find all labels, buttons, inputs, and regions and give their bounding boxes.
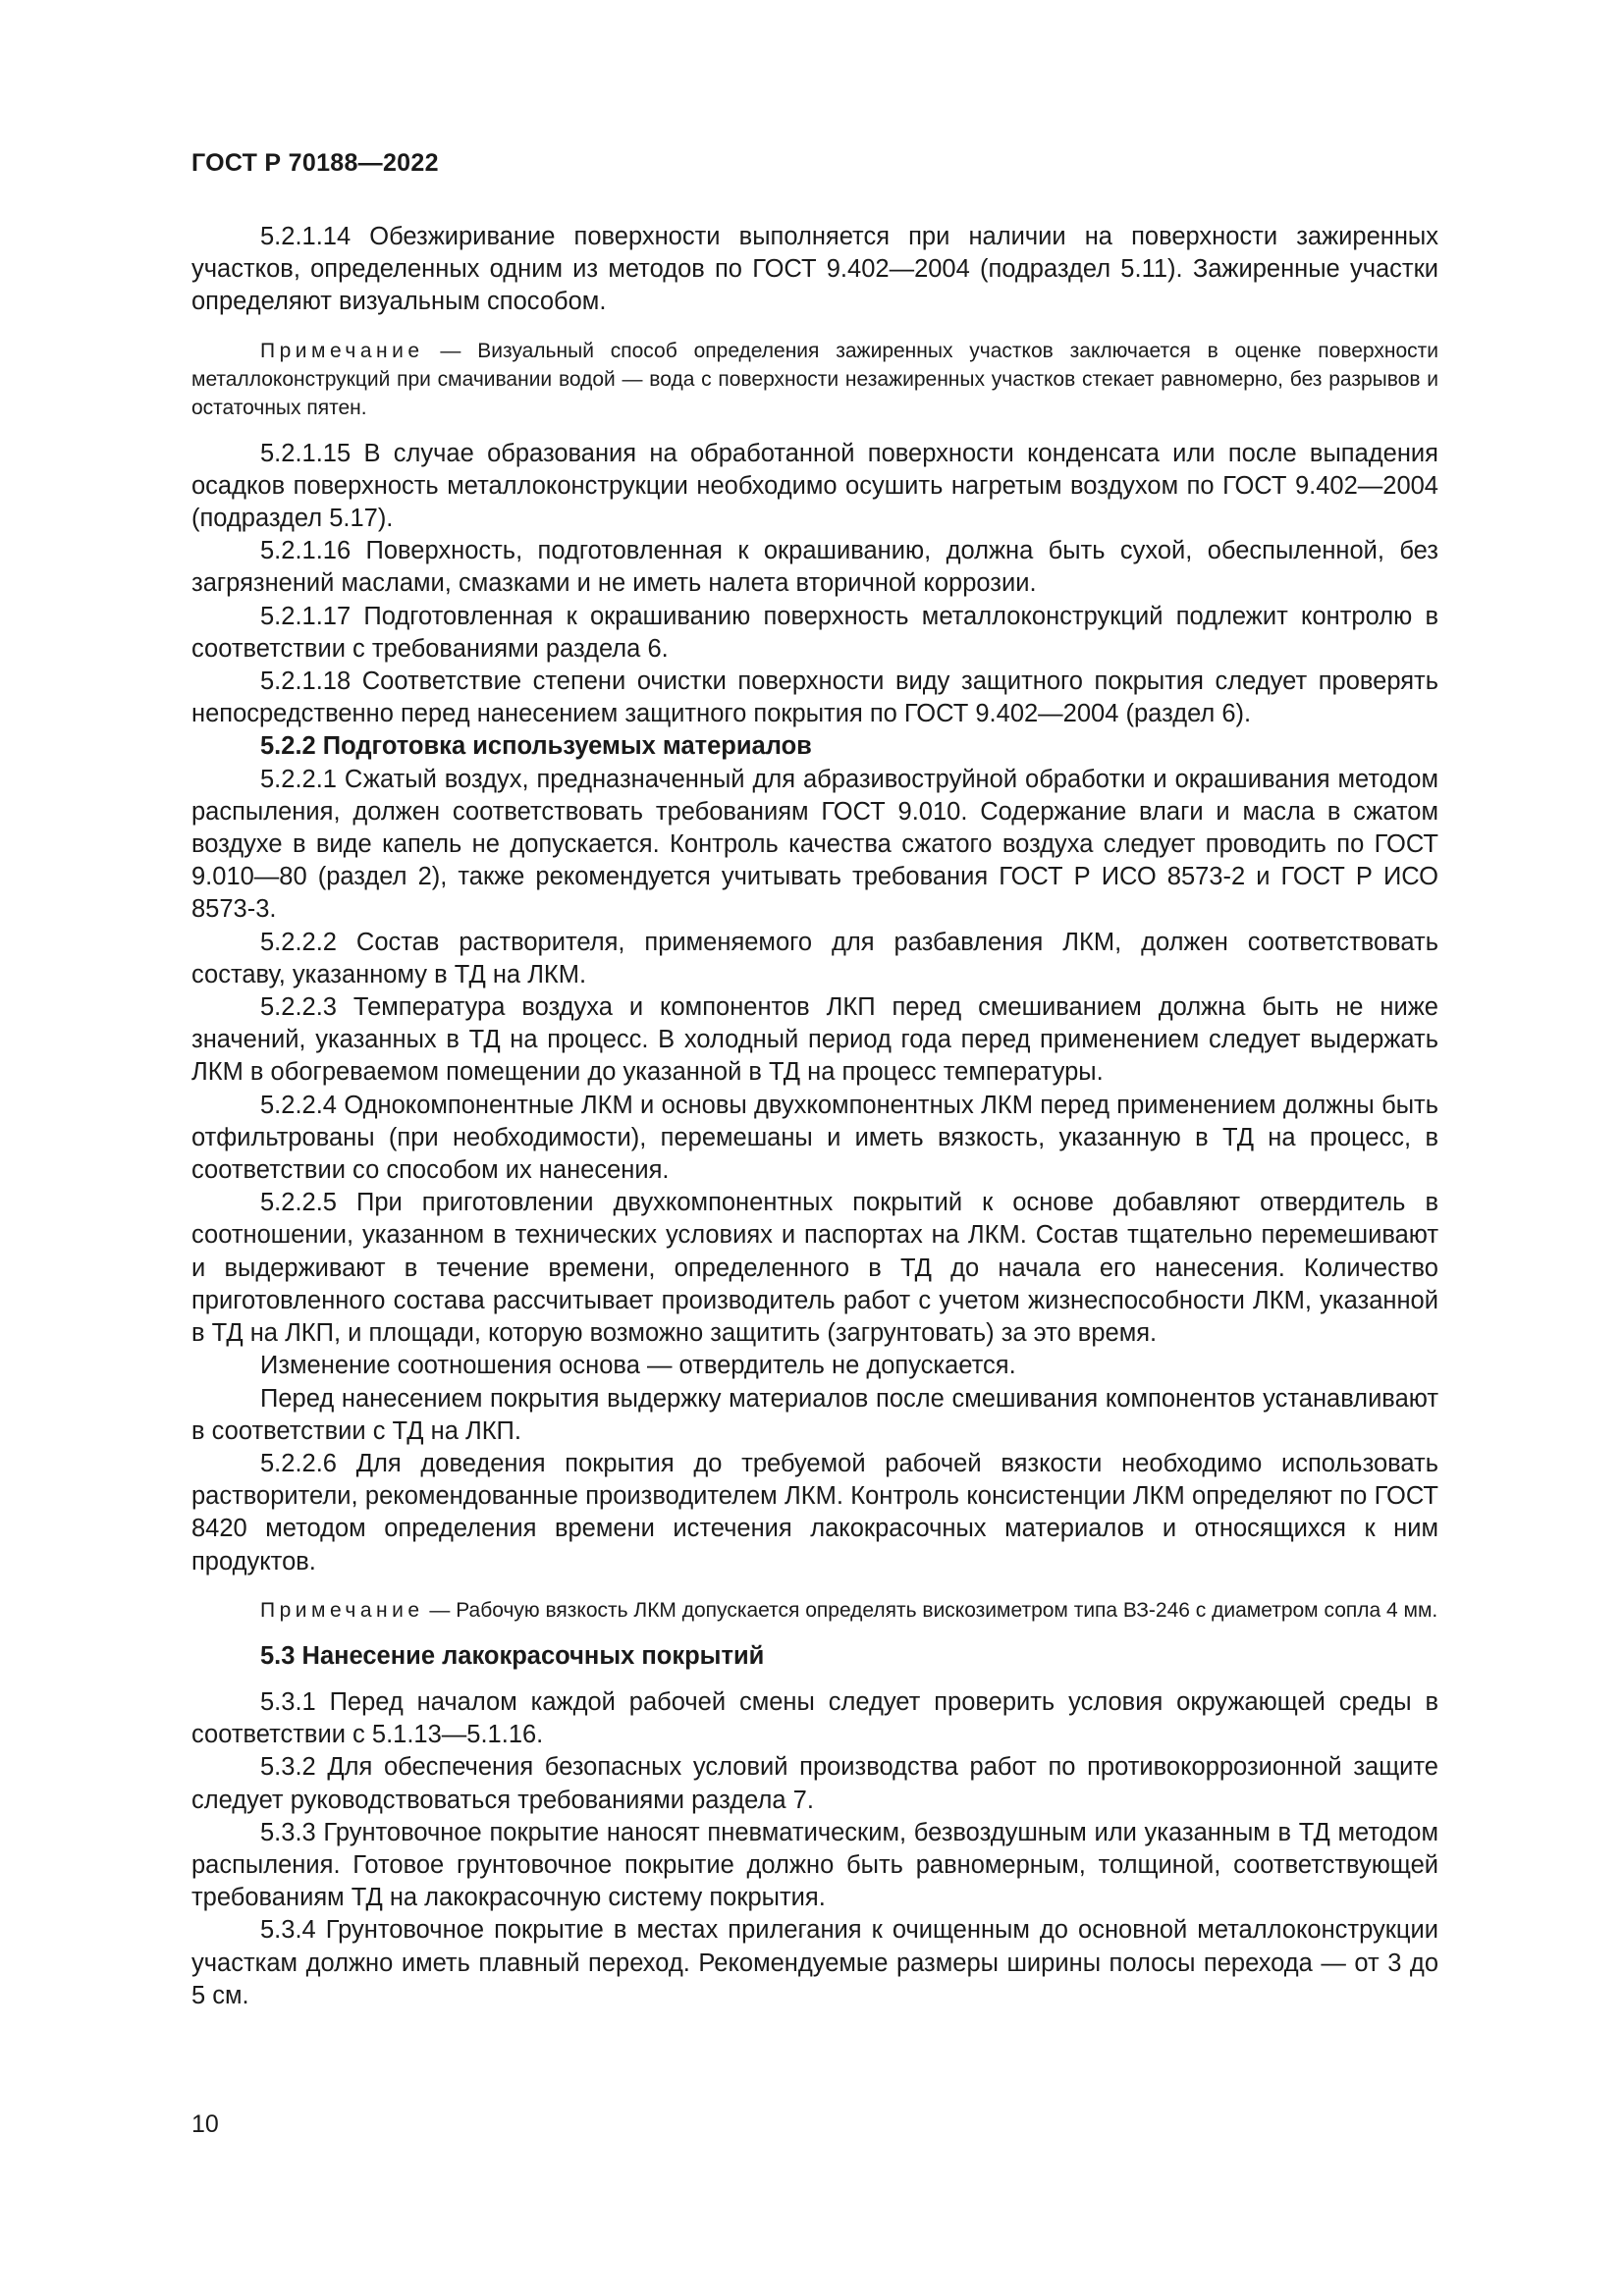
paragraph-hold-time: Перед нанесением покрытия выдержку материалов после смешивания компонентов устанавливают в соответствии с ТД на ЛКП.	[191, 1384, 1438, 1445]
paragraph-5-2-2-5: 5.2.2.5 При приготовлении двухкомпонентных покрытий к основе добавляют отвердитель в соотношении, указанном в технических условиях и паспортах на ЛКМ. Состав тщательно перемешивают и выдерживают в течение времени, определенного в ТД до начала его нанесения. Количество приготовленного состава рассчитывает производитель работ с учетом жизнеспособности ЛКМ, указанной в ТД на ЛКП, и площади, которую возможно защитить (загрунтовать) за это время.	[191, 1189, 1438, 1348]
paragraph-5-2-2-6: 5.2.2.6 Для доведения покрытия до требуемой рабочей вязкости необходимо использовать растворители, рекомендованные производителем ЛКМ. Контроль консистенции ЛКМ определяют по ГОСТ 8420 методом определения времени истечения лакокрасочных материалов и относящихся к ним продуктов.	[191, 1449, 1438, 1575]
paragraph-5-2-1-14: 5.2.1.14 Обезжиривание поверхности выполняется при наличии на поверхности зажиренных участков, определенных одним из методов по ГОСТ 9.402—2004 (подраздел 5.11). Зажиренные участки определяют визуальным способом.	[191, 223, 1438, 316]
note-label: Примечание	[260, 1598, 424, 1622]
paragraph-5-2-1-15: 5.2.1.15 В случае образования на обработанной поверхности конденсата или после выпадения осадков поверхность металлоконструкции необходимо осушить нагретым воздухом по ГОСТ 9.402—2004 (подраздел 5.17).	[191, 439, 1438, 533]
paragraph-5-2-2-2: 5.2.2.2 Состав растворителя, применяемого для разбавления ЛКМ, должен соответствовать составу, указанному в ТД на ЛКМ.	[191, 928, 1438, 988]
paragraph-5-3-4: 5.3.4 Грунтовочное покрытие в местах прилегания к очищенным до основной металлоконструкции участкам должно иметь плавный переход. Рекомендуемые размеры ширины полосы перехода — от 3 до 5 см.	[191, 1916, 1438, 2009]
section-heading-5-3: 5.3 Нанесение лакокрасочных покрытий	[260, 1641, 765, 1670]
page-number: 10	[191, 2110, 219, 2138]
paragraph-ratio: Изменение соотношения основа — отвердитель не допускается.	[260, 1352, 1016, 1380]
note-degreasing	[191, 337, 1438, 422]
paragraph-5-2-2-1: 5.2.2.1 Сжатый воздух, предназначенный для абразивоструйной обработки и окрашивания методом распыления, должен соответствовать требованиям ГОСТ 9.010. Содержание влаги и масла в сжатом воздухе в виде капель не допускается. Контроль качества сжатого воздуха следует проводить по ГОСТ 9.010—80 (раздел 2), также рекомендуется учитывать требования ГОСТ Р ИСО 8573-2 и ГОСТ Р ИСО 8573-3.	[191, 765, 1438, 924]
paragraph-5-3-1: 5.3.1 Перед началом каждой рабочей смены следует проверить условия окружающей среды в соответствии с 5.1.13—5.1.16.	[191, 1687, 1438, 1749]
note-text: — Рабочую вязкость ЛКМ допускается определять вискозиметром типа ВЗ-246 с диаметром сопла 4 мм.	[423, 1598, 1438, 1622]
paragraph-5-2-1-16: 5.2.1.16 Поверхность, подготовленная к окрашиванию, должна быть сухой, обеспыленной, без загрязнений маслами, смазками и не иметь налета вторичной коррозии.	[191, 537, 1438, 598]
paragraph-5-3-3: 5.3.3 Грунтовочное покрытие наносят пневматическим, безвоздушным или указанным в ТД методом распыления. Готовое грунтовочное покрытие должно быть равномерным, толщиной, соответствующей требованиям ТД на лакокрасочную систему покрытия.	[191, 1818, 1438, 1912]
document-header: ГОСТ Р 70188—2022	[191, 149, 439, 177]
subsection-heading-5-2-2: 5.2.2 Подготовка используемых материалов	[260, 732, 812, 761]
paragraph-5-3-2: 5.3.2 Для обеспечения безопасных условий производства работ по противокоррозионной защите следует руководствоваться требованиями раздела 7.	[191, 1753, 1438, 1814]
document-body	[191, 221, 1438, 2012]
note-text: — Визуальный способ определения зажиренных участков заключается в оценке поверхности металлоконструкций при смачивании водой — вода с поверхности незажиренных участков стекает равномерно, без разрывов и остаточных пятен.	[191, 339, 1438, 419]
paragraph-5-2-1-18: 5.2.1.18 Соответствие степени очистки поверхности виду защитного покрытия следует проверять непосредственно перед нанесением защитного покрытия по ГОСТ 9.402—2004 (раздел 6).	[191, 667, 1438, 728]
note-label: Примечание	[260, 339, 424, 362]
paragraph-5-2-2-4: 5.2.2.4 Однокомпонентные ЛКМ и основы двухкомпонентных ЛКМ перед применением должны быть отфильтрованы (при необходимости), перемешаны и иметь вязкость, указанную в ТД на процесс, в соответствии со способом их нанесения.	[191, 1091, 1438, 1185]
paragraph-5-2-1-17: 5.2.1.17 Подготовленная к окрашиванию поверхность металлоконструкций подлежит контролю в соответствии с требованиями раздела 6.	[191, 602, 1438, 663]
note-viscosity	[191, 1596, 1438, 1625]
paragraph-5-2-2-3: 5.2.2.3 Температура воздуха и компонентов ЛКП перед смешиванием должна быть не ниже значений, указанных в ТД на процесс. В холодный период года перед применением следует выдержать ЛКМ в обогреваемом помещении до указанной в ТД на процесс температуры.	[191, 993, 1438, 1087]
